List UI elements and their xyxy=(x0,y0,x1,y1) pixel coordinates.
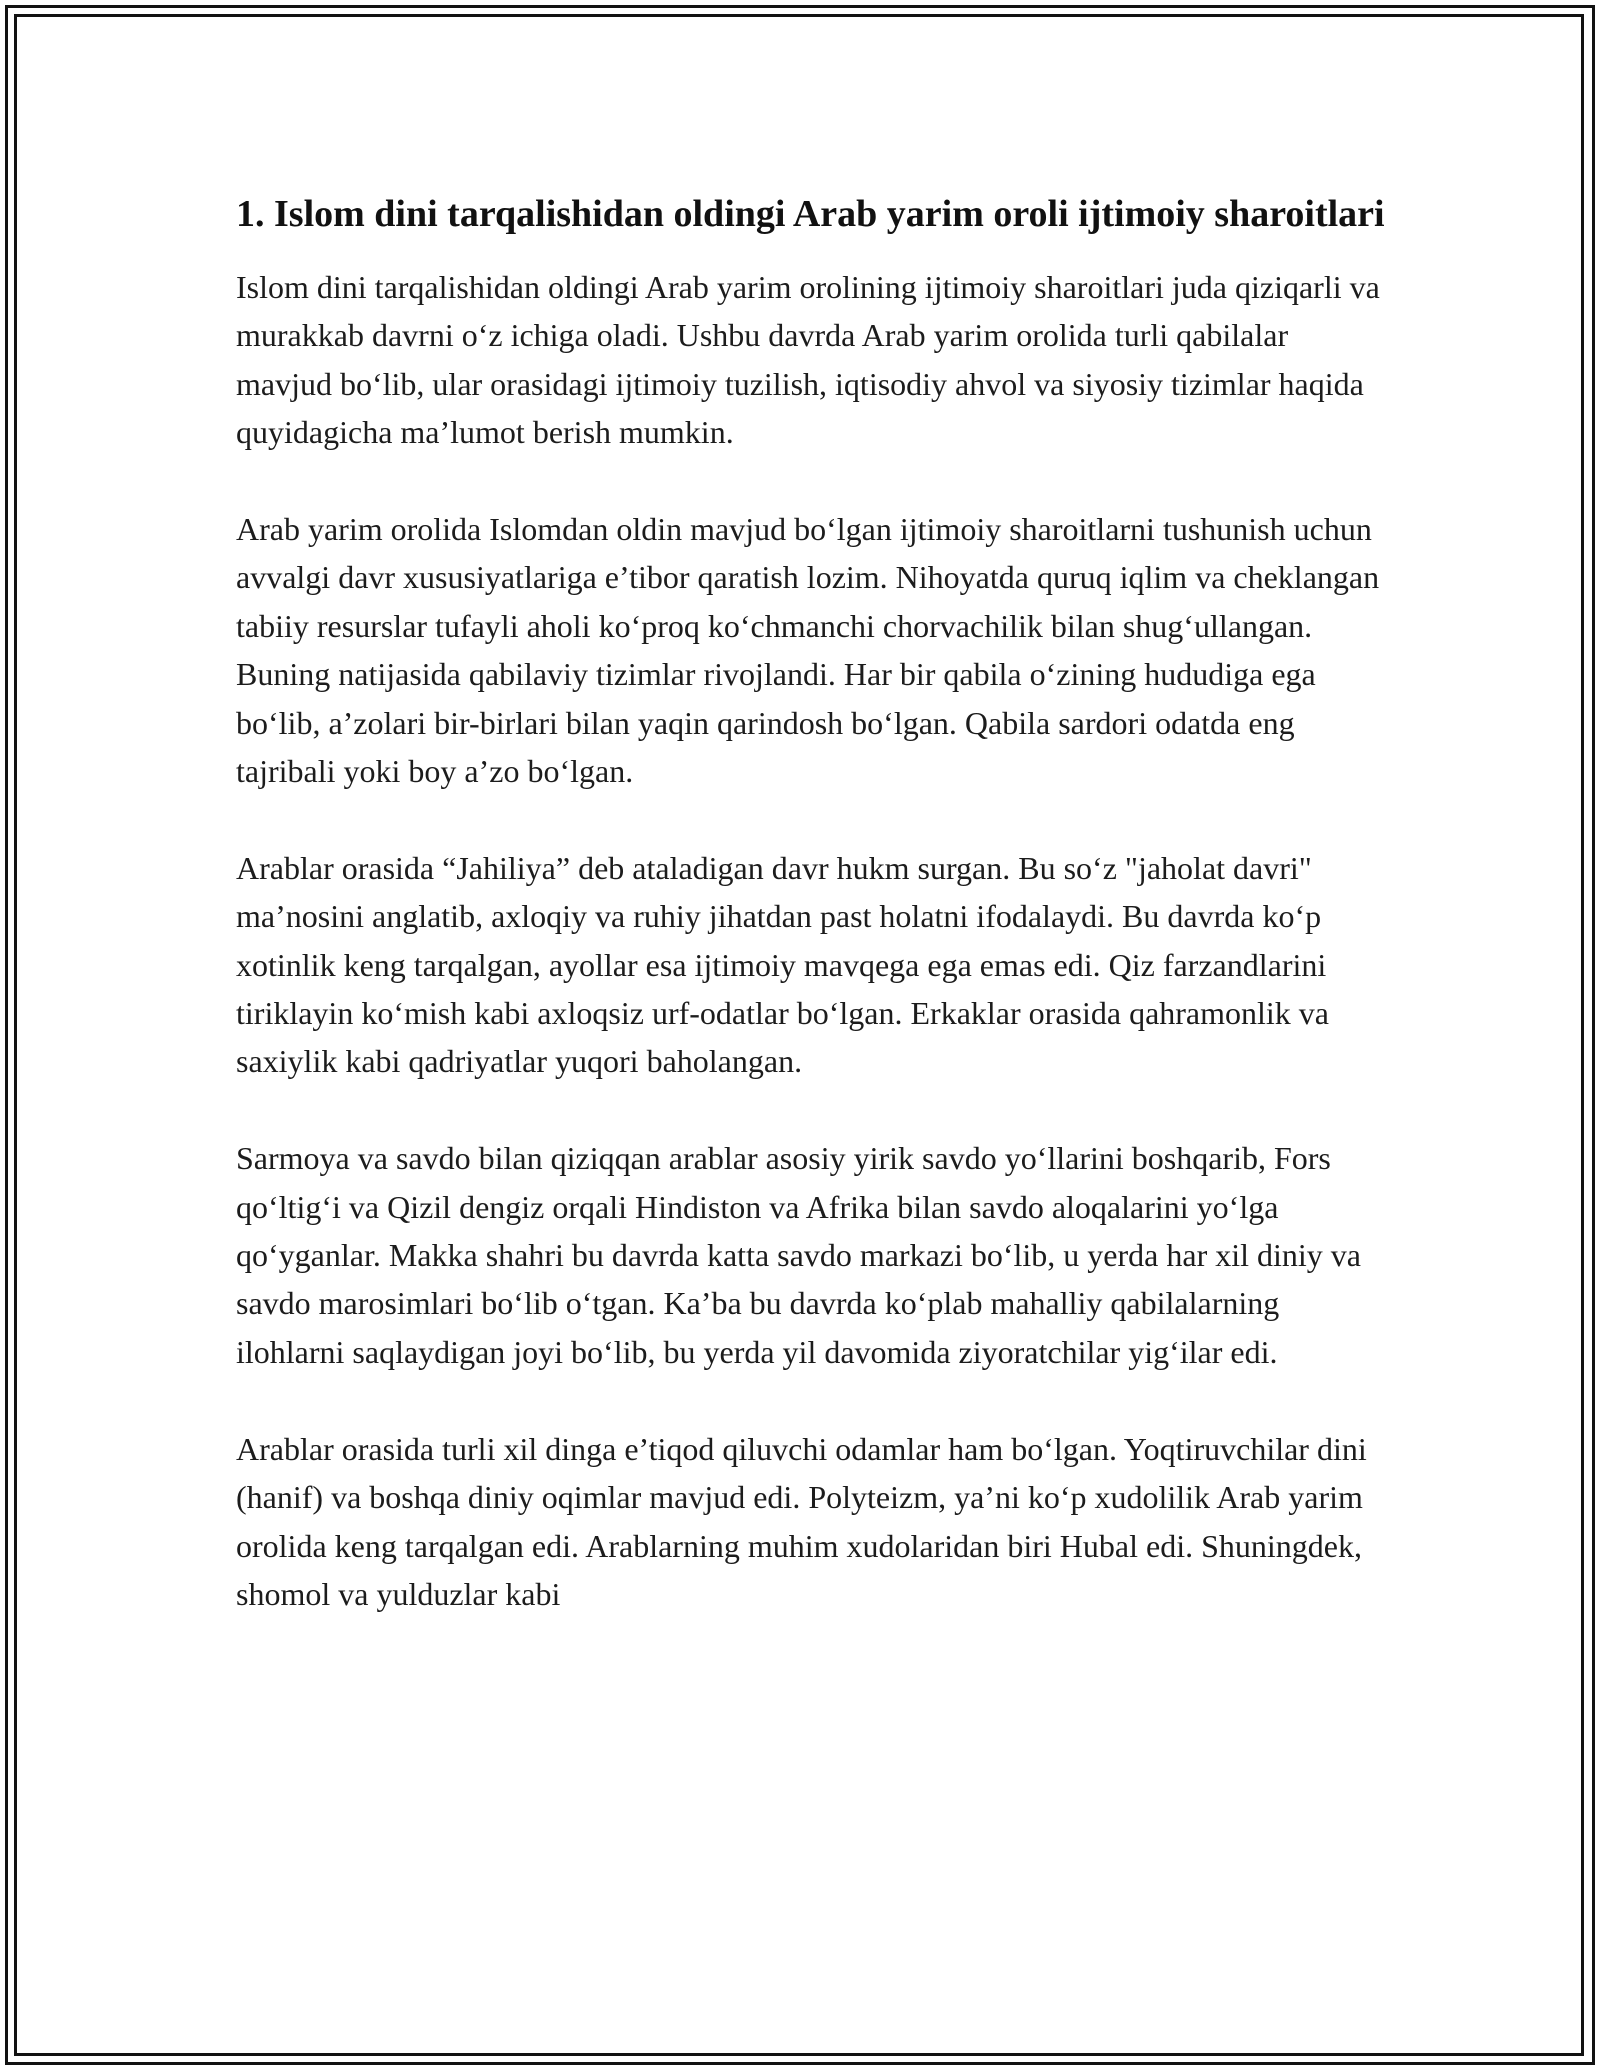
section-heading: 1. Islom dini tarqalishidan oldingi Arab yarim oroli ijtimoiy sharoitlari xyxy=(236,193,1385,235)
paragraph-1: Islom dini tarqalishidan oldingi Arab yarim orolining ijtimoiy sharoitlari juda qiziqarli va murakkab davrni o‘z ichiga oladi. Ushbu davrda Arab yarim orolida turli qabilalar mavjud bo‘lib, ular orasidagi ijtimoiy tuzilish, iqtisodiy ahvol va siyosiy tizimlar haqida quyidagicha ma’lumot berish mumkin. xyxy=(236,269,1380,451)
paragraph-2: Arab yarim orolida Islomdan oldin mavjud bo‘lgan ijtimoiy sharoitlarni tushunish uchun avvalgi davr xususiyatlariga e’tibor qaratish lozim. Nihoyatda quruq iqlim va cheklangan tabiiy resurslar tufayli aholi ko‘proq ko‘chmanchi chorvachilik bilan shug‘ullangan. Buning natijasida qabilaviy tizimlar rivojlandi. Har bir qabila o‘zining hududiga ega bo‘lib, a’zolari bir-birlari bilan yaqin qarindosh bo‘lgan. Qabila sardori odatda eng tajribali yoki boy a’zo bo‘lgan. xyxy=(236,511,1380,790)
document-body xyxy=(236,187,1386,1667)
paragraph-5: Arablar orasida turli xil dinga e’tiqod qiluvchi odamlar ham bo‘lgan. Yoqtiruvchilar dini (hanif) va boshqa diniy oqimlar mavjud edi. Polyteizm, ya’ni ko‘p xudolilik Arab yarim orolida keng tarqalgan edi. Arablarning muhim xudolaridan biri Hubal edi. Shuningdek, shomol va yulduzlar kabi xyxy=(236,1430,1367,1612)
paragraph-4: Sarmoya va savdo bilan qiziqqan arablar asosiy yirik savdo yo‘llarini boshqarib, Fors qo‘ltig‘i va Qizil dengiz orqali Hindiston va Afrika bilan savdo aloqalarini yo‘lga qo‘yganlar. Makka shahri bu davrda katta savdo markazi bo‘lib, u yerda har xil diniy va savdo marosimlari bo‘lib o‘tgan. Ka’ba bu davrda ko‘plab mahalliy qabilalarning ilohlarni saqlaydigan joyi bo‘lib, bu yerda yil davomida ziyoratchilar yig‘ilar edi. xyxy=(236,1140,1361,1370)
paragraph-3: Arablar orasida “Jahiliya” deb ataladigan davr hukm surgan. Bu so‘z "jaholat davri" ma’nosini anglatib, axloqiy va ruhiy jihatdan past holatni ifodalaydi. Bu davrda ko‘p xotinlik keng tarqalgan, ayollar esa ijtimoiy mavqega ega emas edi. Qiz farzandlarini tiriklayin ko‘mish kabi axloqsiz urf-odatlar bo‘lgan. Erkaklar orasida qahramonlik va saxiylik kabi qadriyatlar yuqori baholangan. xyxy=(236,849,1329,1080)
